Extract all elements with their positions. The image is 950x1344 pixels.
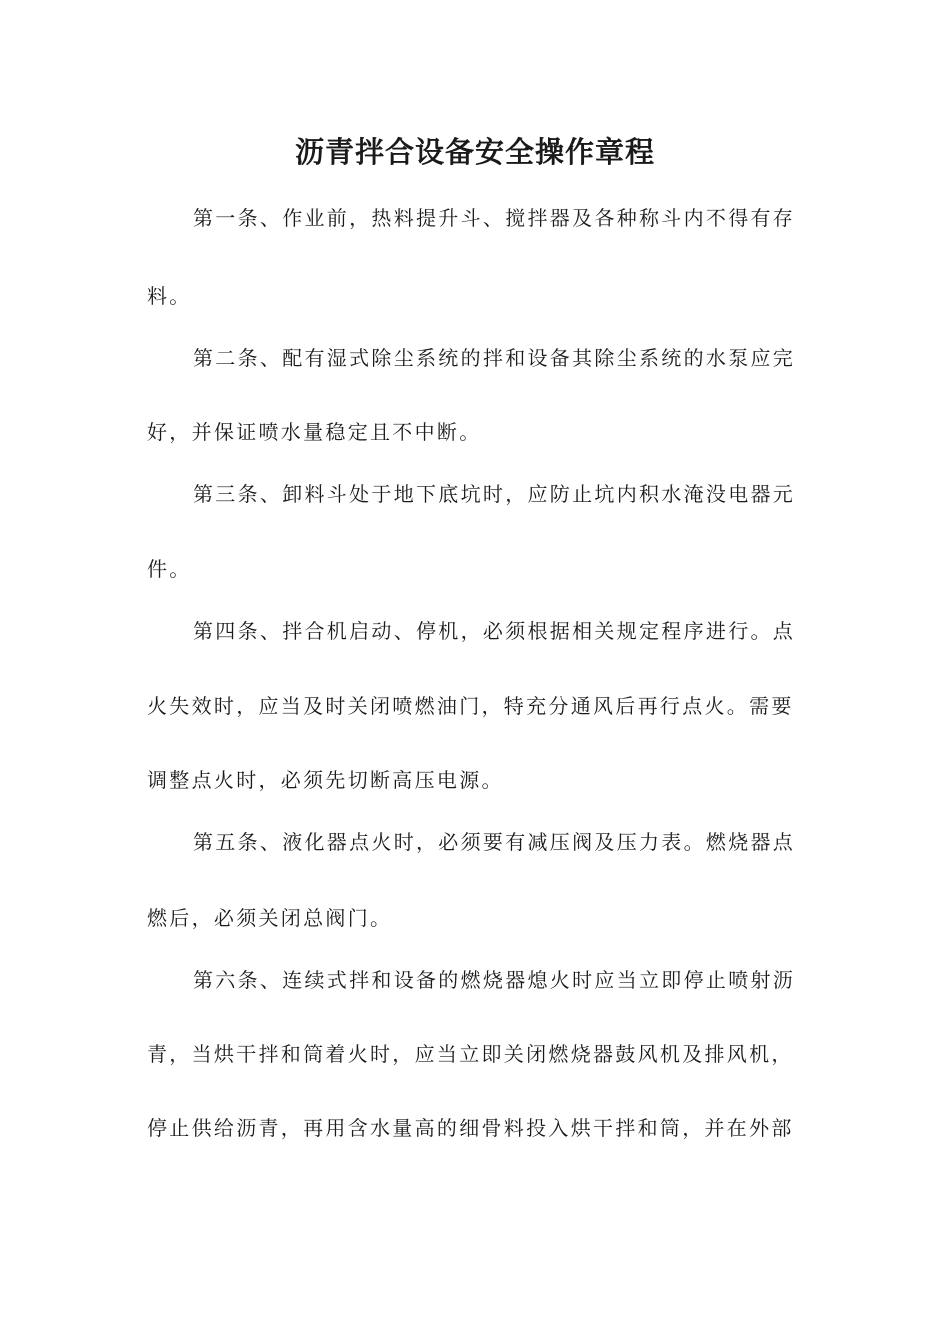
article-1-line-1: 第一条、作业前，热料提升斗、搅拌器及各种称斗内不得有存: [193, 206, 796, 230]
article-2-line-2: 好，并保证喷水量稳定且不中断。: [147, 420, 482, 444]
article-4-line-2: 火失效时，应当及时关闭喷燃油门，特充分通风后再行点火。需要: [147, 694, 794, 718]
article-4-line-3: 调整点火时，必须先切断高压电源。: [147, 768, 504, 792]
article-6-line-3: 停止供给沥青，再用含水量高的细骨料投入烘干拌和筒，并在外部: [147, 1116, 794, 1140]
article-4-line-1: 第四条、拌合机启动、停机，必须根据相关规定程序进行。点: [193, 619, 796, 643]
document-title: 沥青拌合设备安全操作章程: [294, 135, 655, 169]
article-3-line-2: 件。: [147, 557, 192, 581]
article-6-line-2: 青，当烘干拌和筒着火时，应当立即关闭燃烧器鼓风机及排风机，: [147, 1042, 794, 1066]
article-1-line-2: 料。: [147, 284, 192, 308]
article-3-line-1: 第三条、卸料斗处于地下底坑时，应防止坑内积水淹没电器元: [193, 482, 796, 506]
article-2-line-1: 第二条、配有湿式除尘系统的拌和设备其除尘系统的水泵应完: [193, 346, 796, 370]
article-6-line-1: 第六条、连续式拌和设备的燃烧器熄火时应当立即停止喷射沥: [193, 968, 796, 992]
article-5-line-2: 燃后，必须关闭总阀门。: [147, 906, 393, 930]
article-5-line-1: 第五条、液化器点火时，必须要有减压阀及压力表。燃烧器点: [193, 830, 796, 854]
